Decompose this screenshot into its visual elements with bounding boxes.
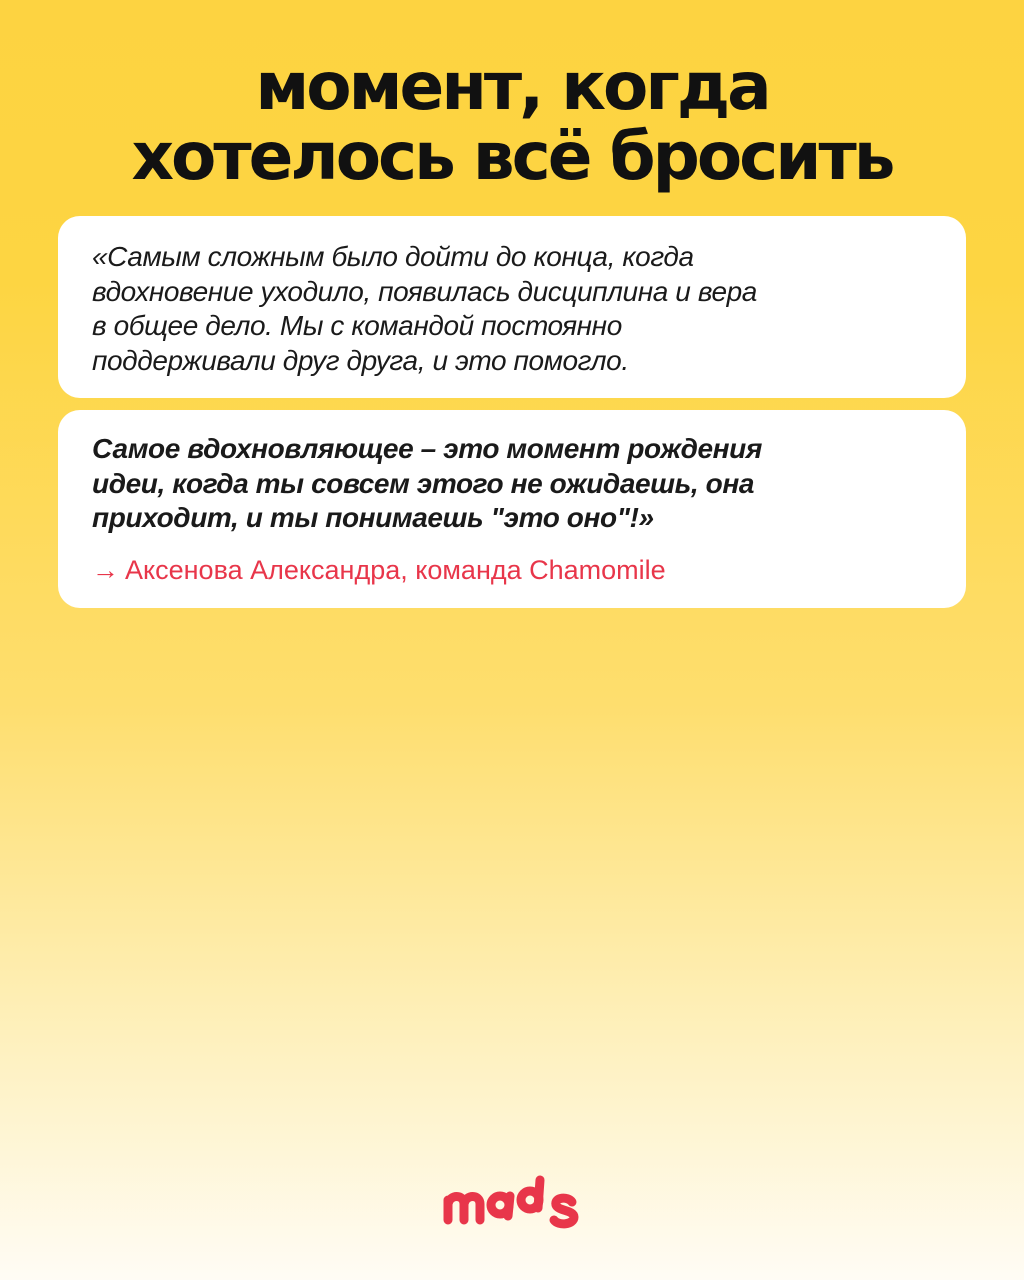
mads-logo (442, 1172, 582, 1232)
quote-line: «Самым сложным было дойти до конца, когда (92, 241, 694, 272)
quote-author (92, 554, 666, 586)
title-line-1: момент, когда (255, 48, 769, 125)
arrow-right-icon: → (92, 555, 119, 585)
page-title (0, 48, 1024, 195)
quote-card-difficulty (58, 216, 966, 398)
quote-card-inspiration (58, 410, 966, 608)
quote-text (92, 432, 762, 536)
quote-line: приходит, и ты понимаешь "это оно"!» (92, 502, 654, 533)
title-line-2: хотелось всё бросить (131, 118, 893, 195)
quote-line: поддерживали друг друга, и это помогло. (92, 344, 629, 376)
quote-line: вдохновение уходило, появилась дисциплина и вера (92, 275, 757, 307)
quote-line: Самое вдохновляющее – это момент рождения (92, 433, 762, 464)
quote-line: в общее дело. Мы с командой постоянно (92, 310, 622, 341)
author-name: Аксенова Александра, команда Chamomile (125, 555, 666, 585)
quote-text (92, 240, 757, 378)
quote-line: идеи, когда ты совсем этого не ожидаешь, она (92, 467, 755, 499)
